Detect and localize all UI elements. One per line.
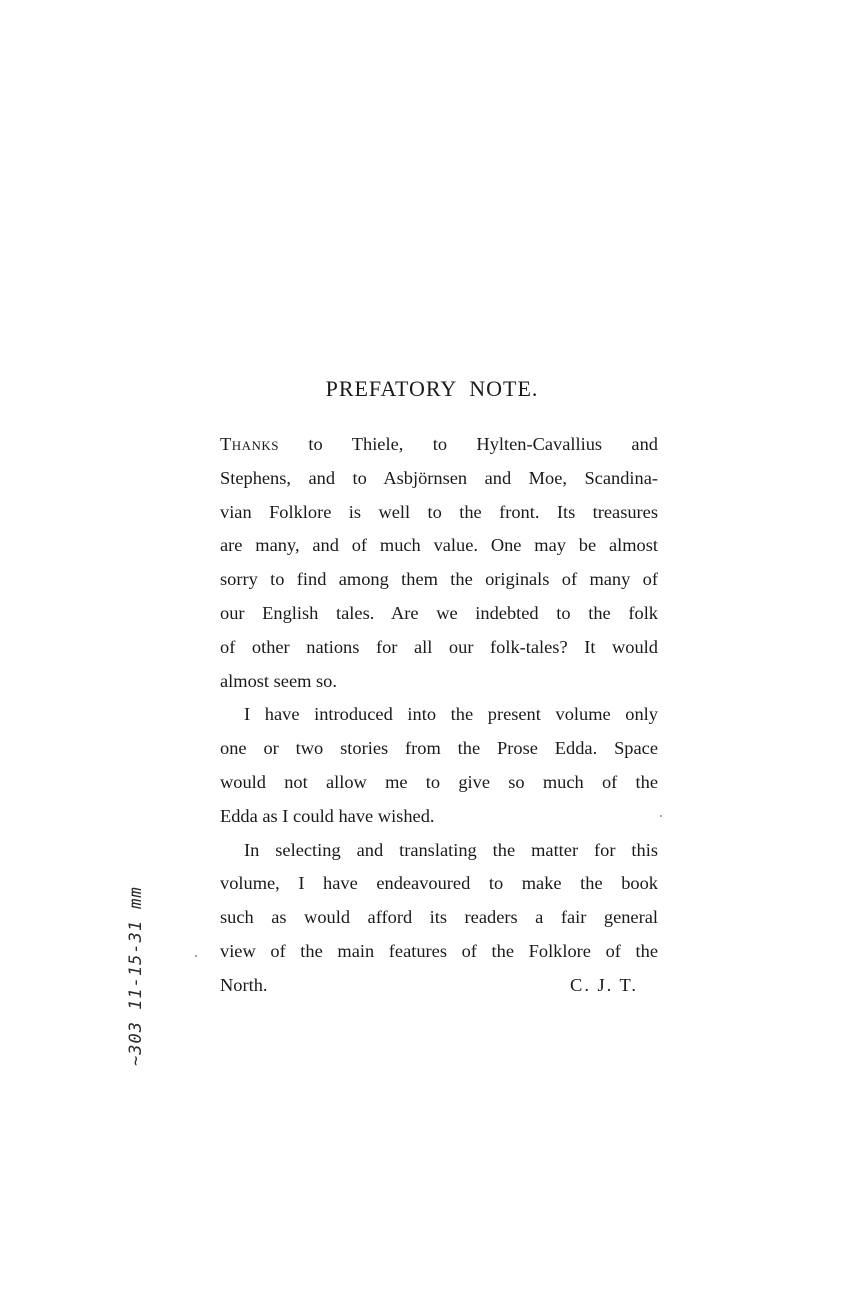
paragraph-1-line-3: vian Folklore is well to the front. Its treasures <box>220 501 658 522</box>
paragraph-2-line-2: one or two stories from the Prose Edda. Space <box>220 738 658 759</box>
paper-speck <box>660 815 662 817</box>
closing-line <box>220 969 658 1003</box>
paragraph-3-line-2: volume, I have endeavoured to make the book <box>220 873 658 894</box>
paragraph-1-line-1 <box>220 428 658 462</box>
paragraph-3-line-4: view of the main features of the Folklore of the <box>220 940 658 961</box>
paragraph-3 <box>220 834 658 1003</box>
paragraph-1-line-2: Stephens, and to Asbjörnsen and Moe, Scandina- <box>220 467 658 488</box>
paragraph-2-line-4: Edda as I could have wished. <box>220 805 435 826</box>
handwritten-margin-annotation: ~303 11-15-31 mm <box>126 886 146 1066</box>
title-word-prefatory: PREFATORY <box>325 376 458 401</box>
paragraph-1-line-8: almost seem so. <box>220 670 337 691</box>
paragraph-1 <box>220 428 658 698</box>
paragraph-1-line-7: of other nations for all our folk-tales? It would <box>220 636 658 657</box>
paragraph-2-line-3: would not allow me to give so much of the <box>220 771 658 792</box>
paragraph-1-line-4: are many, and of much value. One may be almost <box>220 535 658 556</box>
prefatory-body <box>220 428 658 1003</box>
paragraph-1-line-6: our English tales. Are we indebted to the folk <box>220 602 658 623</box>
paragraph-3-line-3: such as would afford its readers a fair general <box>220 907 658 928</box>
paragraph-3-line-1: In selecting and translating the matter for this <box>244 839 658 860</box>
page-title <box>0 376 864 402</box>
title-word-note: NOTE. <box>469 376 539 401</box>
paragraph-3-line-5: North. <box>220 974 268 995</box>
paragraph-1-line-5: sorry to find among them the originals of many of <box>220 569 658 590</box>
author-initials: C. J. T. <box>570 974 638 995</box>
paragraph-1-line-1-rest: to Thiele, to Hylten-Cavallius and <box>279 434 658 454</box>
paper-speck <box>195 955 197 957</box>
paragraph-2-line-1: I have introduced into the present volume only <box>244 704 658 725</box>
lead-word-thanks: Thanks <box>220 434 280 454</box>
paragraph-2 <box>220 698 658 833</box>
